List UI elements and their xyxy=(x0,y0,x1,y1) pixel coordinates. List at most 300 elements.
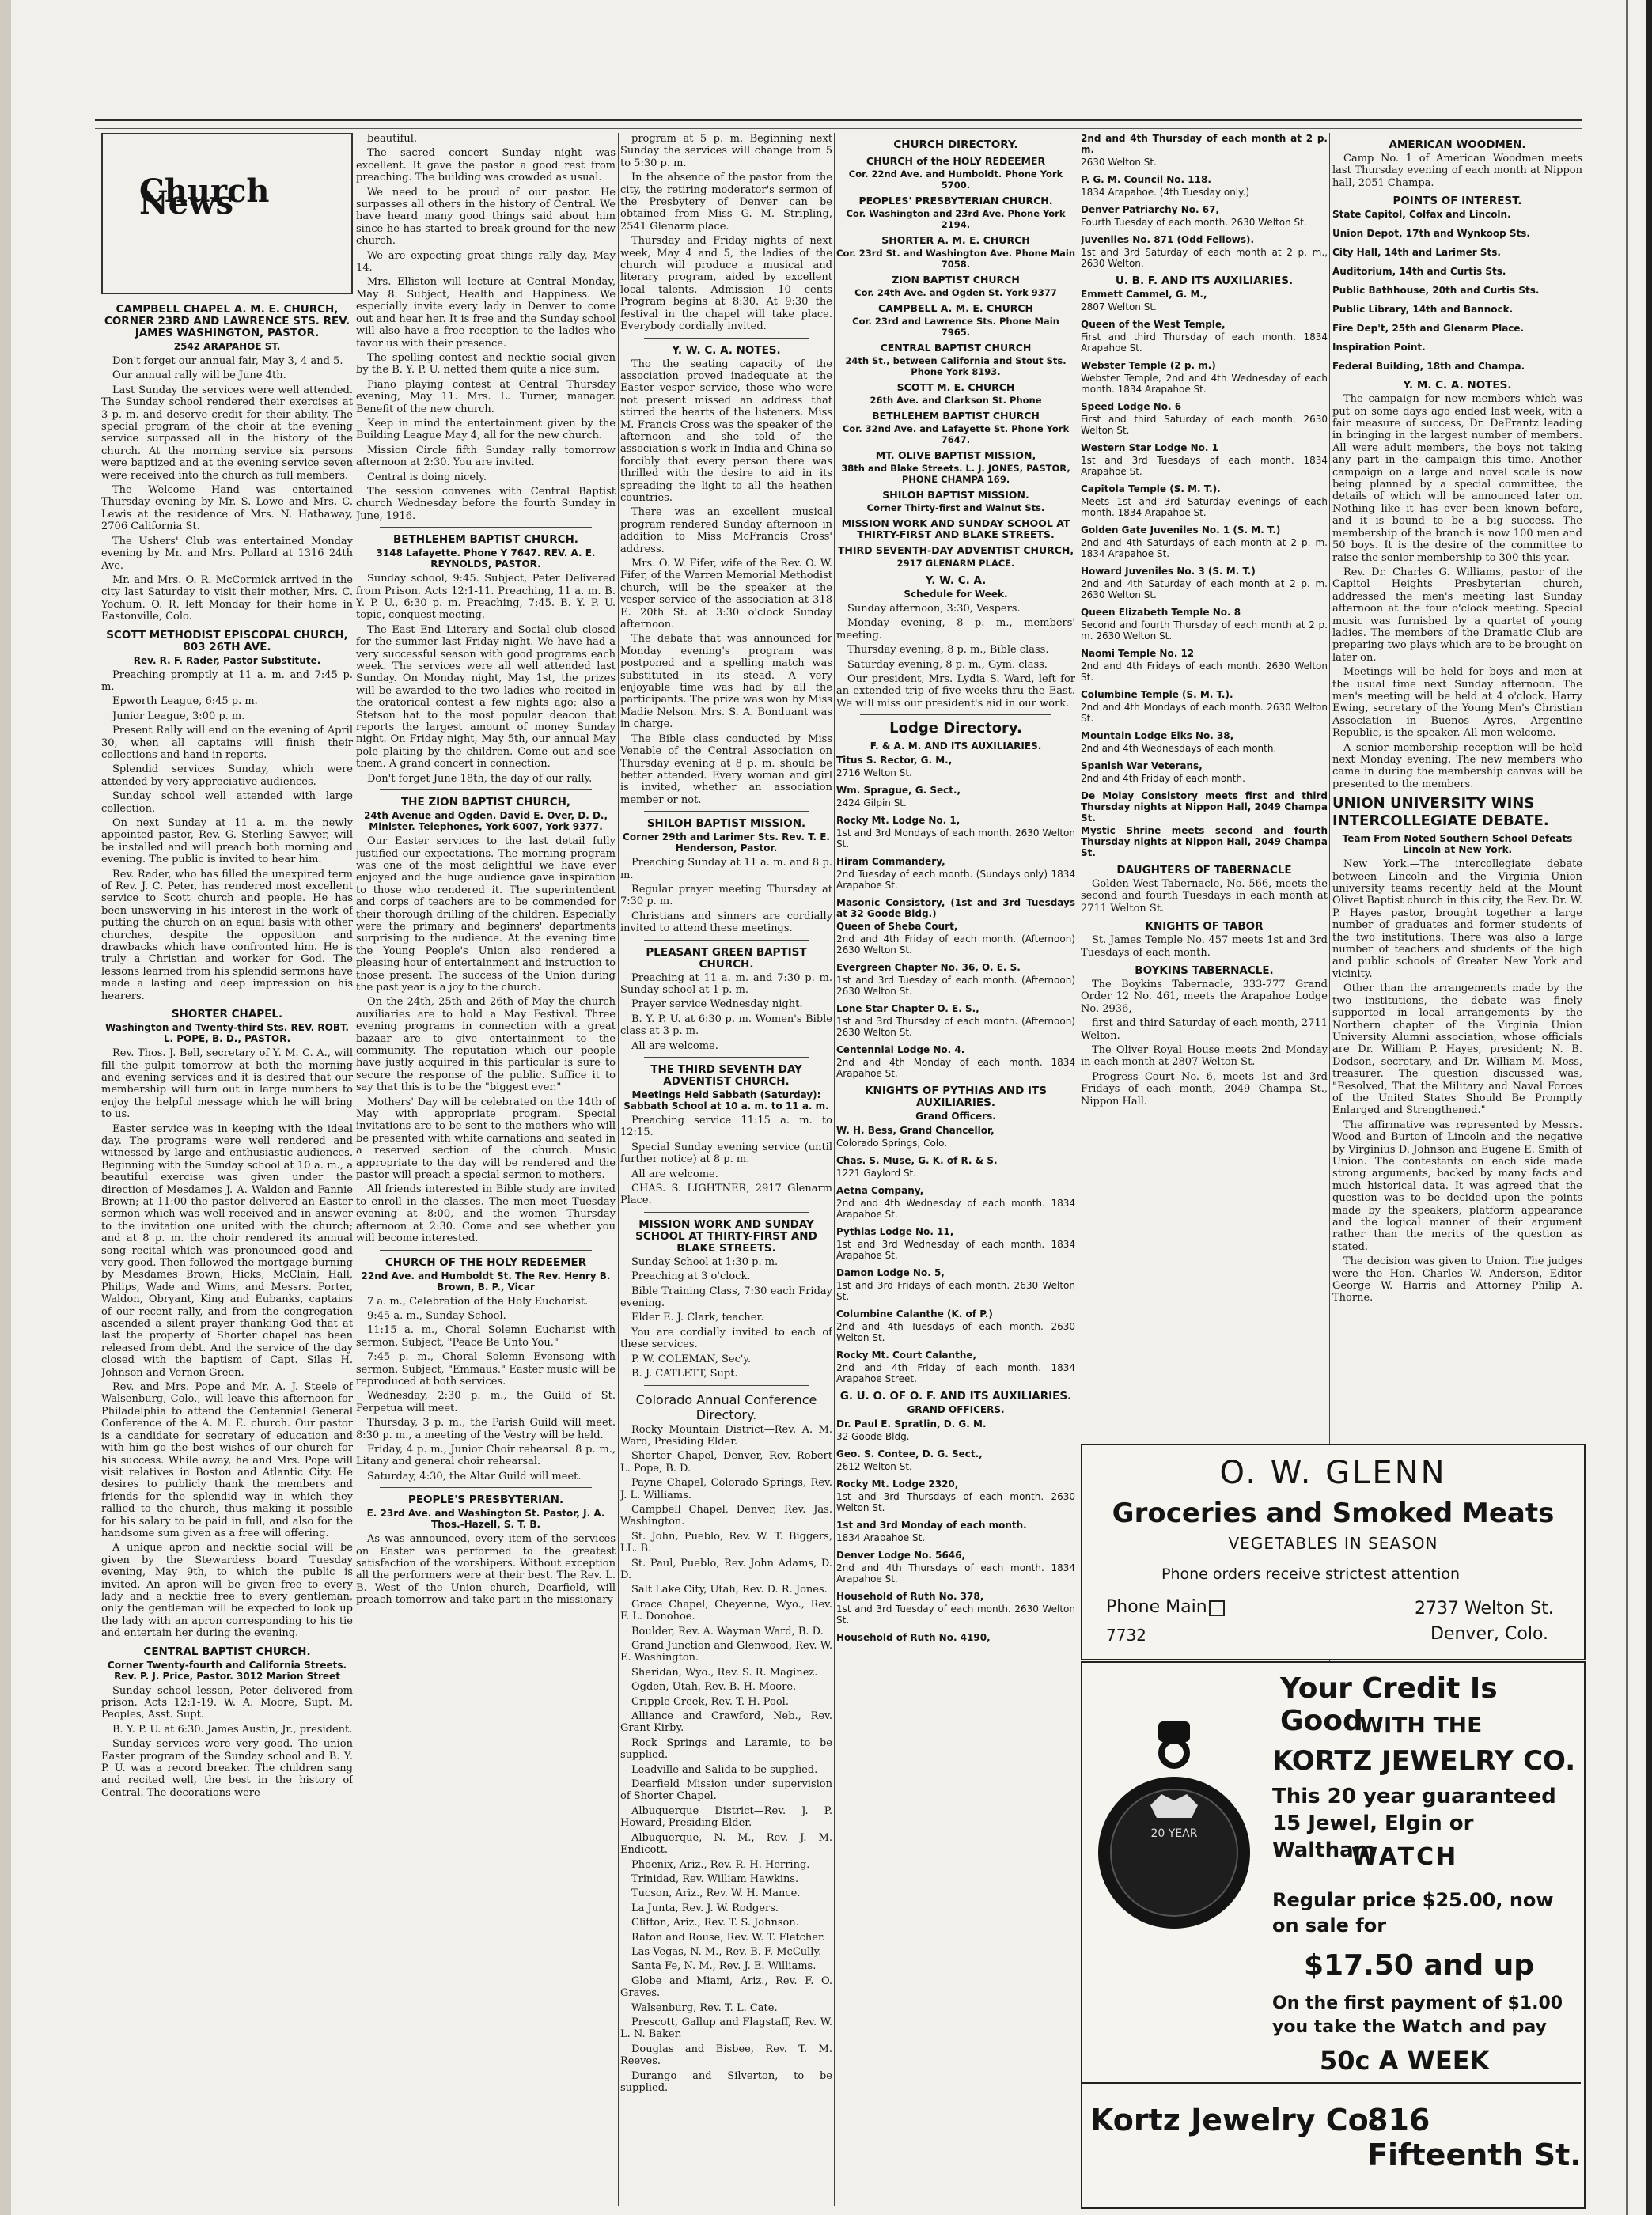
text-paragraph: Grace Chapel, Cheyenne, Wyo., Rev. F. L. Donohoe. xyxy=(620,1598,832,1623)
separator xyxy=(644,1212,809,1213)
text-paragraph: B. J. CATLETT, Supt. xyxy=(631,1368,738,1380)
directory-entry-name: Queen of the West Temple, xyxy=(1081,319,1226,330)
directory-entry-detail: Cor. 32nd Ave. and Lafayette St. Phone York 7647. xyxy=(842,423,1070,445)
directory-entry-detail: 2nd and 4th Wednesdays of each month. xyxy=(1081,743,1277,754)
column-6 xyxy=(1332,133,1582,1438)
directory-entry-name: CHURCH of the HOLY REDEEMER xyxy=(866,155,1046,167)
ad-phone-number: 7732 xyxy=(1106,1626,1146,1645)
text-paragraph: P. W. COLEMAN, Sec'y. xyxy=(631,1353,752,1365)
article-body xyxy=(620,1115,832,1207)
ad-city: Denver, Colo. xyxy=(1430,1624,1549,1644)
lodge-directory-title: Lodge Directory. xyxy=(889,720,1022,737)
directory-entry-detail: Second and fourth Thursday of each month at 2 p. m. 2630 Welton St. xyxy=(1081,619,1328,642)
text-paragraph: Piano playing contest at Central Thursday evening, May 11. Mrs. L. Turner, manager. Benefit of the new church. xyxy=(356,378,616,415)
text-paragraph: B. Y. P. U. at 6:30 p. m. Women's Bible class at 3 p. m. xyxy=(620,1013,832,1038)
page-title: Church News xyxy=(139,172,270,222)
directory-entry-name: P. G. M. Council No. 118. xyxy=(1081,174,1211,185)
directory-entry-name: Denver Patriarchy No. 67, xyxy=(1081,204,1219,215)
kt-body: St. James Temple No. 457 meets 1st and 3rd Tuesdays of each month. xyxy=(1081,934,1328,959)
text-paragraph: Bible Training Class, 7:30 each Friday evening. xyxy=(620,1285,832,1310)
article-heading: PEOPLE'S PRESBYTERIAN. xyxy=(407,1494,564,1507)
directory-entry-name: Columbine Temple (S. M. T.). xyxy=(1081,689,1233,700)
text-paragraph: New York.—The intercollegiate debate between Lincoln and the Virginia Union university teams recently held at the Mount Olivet Baptist church in this city, the Rev. Dr. W. P. Hayes pastor, brought together a large number of graduates and former students of the two institutions. There was also a large number of teachers and students of the high and public schools of Greater New York and vicinity. xyxy=(1332,858,1582,980)
lodge-list xyxy=(836,755,1075,1079)
text-paragraph: State Capitol, Colfax and Lincoln. xyxy=(1332,209,1511,221)
article-heading: CHURCH OF THE HOLY REDEEMER xyxy=(385,1255,587,1269)
article-heading: Colorado Annual Conference Directory. xyxy=(635,1391,817,1422)
lodge-subheading: F. & A. M. AND ITS AUXILIARIES. xyxy=(870,740,1042,752)
text-paragraph: Rev. Dr. Charles G. Williams, pastor of the Capitol Heights Presbyterian church, addressed the men's meeting last Sunday afternoon at the four o'clock meeting. Special music was furnished by a quartet of young ladies. The members of the Dramatic Club are preparing two plays which are to be brought on later on. xyxy=(1332,566,1582,664)
text-paragraph: Fire Dep't, 25th and Glenarm Place. xyxy=(1332,323,1525,335)
directory-entry-detail: 2nd and 4th Wednesday of each month. 1834 Arapahoe St. xyxy=(836,1198,1075,1221)
directory-entry-name: MT. OLIVE BAPTIST MISSION, xyxy=(875,449,1036,461)
article-body xyxy=(620,972,832,1052)
article-body xyxy=(620,358,832,807)
text-paragraph: Saturday, 4:30, the Altar Guild will meet. xyxy=(367,1470,582,1482)
text-paragraph: Thursday evening, 8 p. m., Bible class. xyxy=(847,644,1049,657)
ymca-heading: Y. M. C. A. NOTES. xyxy=(1403,379,1512,392)
text-paragraph: Santa Fe, N. M., Rev. J. E. Williams. xyxy=(631,1960,817,1973)
text-paragraph: The Bible class conducted by Miss Venable of the Central Association on Thursday evening at 8 p. m. should be better attended. Every woman and girl is invited, whether an association member or not. xyxy=(620,733,832,806)
text-paragraph: program at 5 p. m. Beginning next Sunday the services will change from 5 to 5:30 p. m. xyxy=(620,133,832,169)
directory-entry-detail: First and third Thursday of each month. 1834 Arapahoe St. xyxy=(1081,331,1328,354)
ad-line: WATCH xyxy=(1351,1843,1459,1871)
article-body xyxy=(620,1256,832,1380)
text-paragraph: Central is doing nicely. xyxy=(367,471,487,483)
text-paragraph: Leadville and Salida to be supplied. xyxy=(631,1763,818,1776)
article-subheading: 22nd Ave. and Humboldt St. The Rev. Henry B. Brown, B. P., Vicar xyxy=(361,1270,611,1293)
text-paragraph: Sunday School at 1:30 p. m. xyxy=(631,1255,779,1268)
text-paragraph: Albuquerque, N. M., Rev. J. M. Endicott. xyxy=(620,1831,832,1857)
directory-entry-detail: 2917 GLENARM PLACE. xyxy=(896,558,1015,569)
text-paragraph: You are cordially invited to each of these services. xyxy=(620,1326,832,1351)
text-paragraph: A senior membership reception will be held next Monday evening. The new members who came in during the membership canvas will be presented to the members. xyxy=(1332,741,1582,790)
directory-entry-name: Centennial Lodge No. 4. xyxy=(836,1044,965,1056)
text-paragraph: Douglas and Bisbee, Rev. T. M. Reeves. xyxy=(620,2043,832,2068)
directory-entry-detail: 1st and 3rd Tuesdays of each month. 1834 Arapahoe St. xyxy=(1081,455,1328,477)
ad-divider xyxy=(1082,2082,1581,2084)
directory-title: CHURCH DIRECTORY. xyxy=(893,138,1018,151)
ad-company: Kortz Jewelry Co. xyxy=(1090,2103,1381,2137)
dt-body: Golden West Tabernacle, No. 566, meets the second and fourth Tuesdays in each month at 2711 Welton St. xyxy=(1081,878,1328,914)
separator xyxy=(860,714,1051,715)
text-paragraph: The decision was given to Union. The judges were the Hon. Charles W. Anderson, Editor George W. Harris and Attorney Philip A. Thorne. xyxy=(1332,1255,1582,1304)
text-paragraph: In the absence of the pastor from the city, the retiring moderator's sermon of the Presbytery of Denver can be obtained from Miss G. M. Stripling, 2541 Glenarm place. xyxy=(620,172,832,233)
article-body xyxy=(620,857,832,934)
text-paragraph: Cripple Creek, Rev. T. H. Pool. xyxy=(631,1695,789,1708)
directory-entry-name: Capitola Temple (S. M. T.). xyxy=(1081,483,1221,494)
directory-entry-name: Emmett Cammel, G. M., xyxy=(1081,289,1207,300)
text-paragraph: Preaching at 3 o'clock. xyxy=(631,1270,751,1283)
separator xyxy=(380,789,592,790)
directory-entry-detail: 2630 Welton St. xyxy=(1081,157,1157,168)
text-paragraph: 7:45 p. m., Choral Solemn Evensong with sermon. Subject, "Emmaus." Easter music will be reproduced at both services. xyxy=(356,1351,616,1388)
article-heading: CAMPBELL CHAPEL A. M. E. CHURCH, CORNER 23RD AND LAWRENCE STS. REV. JAMES WASHINGTON, PASTOR. xyxy=(104,303,350,339)
directory-entry-name: Mystic Shrine meets second and fourth Thursday nights at Nippon Hall, 2049 Champa St. xyxy=(1081,825,1328,858)
text-paragraph: Sunday services were very good. The union Easter program of the Sunday school and B. Y. P. U. was a record breaker. The children sang and recited well, the best in the history of Central. The decorations were xyxy=(101,1738,353,1799)
directory-entry-name: Speed Lodge No. 6 xyxy=(1081,401,1182,412)
text-paragraph: All are welcome. xyxy=(631,1039,718,1052)
text-paragraph: Preaching Sunday at 11 a. m. and 8 p. m. xyxy=(620,857,832,881)
directory-entry-detail: 2nd Tuesday of each month. (Sundays only) 1834 Arapahoe St. xyxy=(836,869,1075,892)
text-paragraph: Globe and Miami, Ariz., Rev. F. O. Graves. xyxy=(620,1975,832,2000)
directory-entry-name: CENTRAL BAPTIST CHURCH xyxy=(880,342,1032,354)
column-5 xyxy=(1081,133,1328,1438)
text-paragraph: St. Paul, Pueblo, Rev. John Adams, D. D. xyxy=(620,1557,832,1581)
directory-entry-name: Rocky Mt. Lodge 2320, xyxy=(836,1479,959,1490)
text-paragraph: Federal Building, 18th and Champa. xyxy=(1332,361,1525,373)
text-paragraph: We need to be proud of our pastor. He surpasses all others in the history of Central. We have heard many good things said about him since he has started to break ground for the new church. xyxy=(356,186,616,248)
directory-entry-detail: Cor. 24th Ave. and Ogden St. York 9377 xyxy=(854,287,1057,298)
directory-entry-detail: 24th St., between California and Stout Sts. Phone York 8193. xyxy=(845,355,1067,377)
text-paragraph: The Oliver Royal House meets 2nd Monday in each month at 2807 Welton St. xyxy=(1081,1044,1328,1069)
text-paragraph: Payne Chapel, Colorado Springs, Rev. J. L. Williams. xyxy=(620,1477,832,1501)
directory-entry-name: Lone Star Chapter O. E. S., xyxy=(836,1003,979,1015)
text-paragraph: 9:45 a. m., Sunday School. xyxy=(367,1309,506,1322)
directory-entry-detail: 2nd and 4th Fridays of each month. 2630 Welton St. xyxy=(1081,661,1328,683)
article-heading: SCOTT METHODIST EPISCOPAL CHURCH, 803 26TH AVE. xyxy=(106,628,348,653)
directory-entry-name: Howard Juveniles No. 3 (S. M. T.) xyxy=(1081,566,1256,577)
ubf-heading: U. B. F. AND ITS AUXILIARIES. xyxy=(1115,275,1294,287)
text-paragraph: All friends interested in Bible study are invited to enroll in the classes. The men meet Tuesday evening at 8:00, and the women Thursday afternoon at 2:30. Come and see whether you will become interested. xyxy=(356,1183,616,1245)
directory-entry-name: Denver Lodge No. 5646, xyxy=(836,1550,966,1562)
article-body xyxy=(356,1296,616,1483)
directory-entry-detail: 2nd and 4th Thursdays of each month. 1834 Arapahoe St. xyxy=(836,1562,1075,1585)
text-paragraph: Meetings will be held for boys and men at the usual time next Sunday afternoon. The men's meeting will be held at 4 o'clock. Harry Ewing, secretary of the Young Men's Christian Association in Buenos Ayres, Argentine Republic, is the speaker. All men welcome. xyxy=(1332,666,1582,740)
article-body xyxy=(101,1047,353,1640)
pocket-watch-icon xyxy=(1095,1718,1253,1956)
directory-entry-detail: 1st and 3rd Fridays of each month. 2630 Welton St. xyxy=(836,1280,1075,1303)
uu-subheading: Team From Noted Southern School Defeats Lincoln at New York. xyxy=(1342,833,1573,856)
ad-line: Your Credit Is Good xyxy=(1280,1672,1498,1737)
directory-entry-name: Rocky Mt. Court Calanthe, xyxy=(836,1350,977,1361)
directory-entry-detail: 1st and 3rd Thursdays of each month. 2630 Welton St. xyxy=(836,1491,1075,1514)
directory-entry-name: Webster Temple (2 p. m.) xyxy=(1081,360,1216,371)
directory-entry-detail: 2nd and 4th Saturdays of each month at 2 p. m. 1834 Arapahoe St. xyxy=(1081,537,1328,559)
guo-list xyxy=(836,1418,1075,1643)
text-paragraph: Our annual rally will be June 4th. xyxy=(112,369,286,382)
text-paragraph: first and third Saturday of each month, 2711 Welton. xyxy=(1081,1017,1328,1042)
directory-entry-detail: Corner Thirty-first and Walnut Sts. xyxy=(866,502,1045,513)
directory-entry-name: SHORTER A. M. E. CHURCH xyxy=(881,234,1030,246)
ad-line: On the first payment of $1.00 you take the Watch and pay xyxy=(1272,1994,1563,2037)
article-body xyxy=(356,573,616,785)
directory-entry-detail: First and third Saturday of each month. 2630 Welton St. xyxy=(1081,414,1328,436)
directory-entry-name: SHILOH BAPTIST MISSION. xyxy=(882,489,1029,501)
page-right-rule xyxy=(1626,0,1628,2215)
directory-entry-detail: 1st and 3rd Thursday of each month. (Afternoon) 2630 Welton St. xyxy=(836,1016,1075,1039)
text-paragraph: Alliance and Crawford, Neb., Rev. Grant Kirby. xyxy=(620,1710,832,1735)
article-body xyxy=(101,1685,353,1800)
guo-subheading: GRAND OFFICERS. xyxy=(907,1404,1005,1416)
guo-heading: G. U. O. OF O. F. AND ITS AUXILIARIES. xyxy=(839,1390,1072,1403)
text-paragraph: Christians and sinners are cordially invited to attend these meetings. xyxy=(620,910,832,935)
text-paragraph: The Boykins Tabernacle, 333-777 Grand Order 12 No. 461, meets the Arapahoe Lodge No. 2936, xyxy=(1081,979,1328,1015)
poi-heading: POINTS OF INTEREST. xyxy=(1392,195,1522,208)
directory-entry-detail: Cor. 22nd Ave. and Humboldt. Phone York 5700. xyxy=(848,168,1063,191)
text-paragraph: Rocky Mountain District—Rev. A. M. Ward, Presiding Elder. xyxy=(620,1423,832,1448)
directory-entry-name: Chas. S. Muse, G. K. of R. & S. xyxy=(836,1155,998,1167)
text-paragraph: Rev. and Mrs. Pope and Mr. A. J. Steele of Walsenburg, Colo., will leave this afternoon for Philadelphia to attend the Centennial General Conference of the A. M. E. church. Our pastor is a candidate for secretary of education and with him go the best wishes of our church for his success. While away, he and Mrs. Pope will visit relatives in Boston and Atlantic City. He desires to publicly thank the members and friends for the splendid way in which they rallied to the church, thus making it possible for his salary to be paid in full, and also for the handsome sum given as a free will offering. xyxy=(101,1381,353,1539)
ywca-subheading: Schedule for Week. xyxy=(904,589,1008,600)
article-heading: Y. W. C. A. NOTES. xyxy=(672,343,781,357)
directory-entry-name: Household of Ruth No. 378, xyxy=(836,1591,984,1603)
text-paragraph: Easter service was in keeping with the ideal day. The programs were well rendered and witnessed by large and enthusiastic audiences. Beginning with the Sunday school at 10 a. m., a beautiful exercise was given under the direction of Mesdames J. A. Waldon and Fannie Brown; at 11:00 the pastor delivered an Easter sermon which was well received and in answer to the invitation one united with the church; and at 8 p. m. the choir rendered its annual song recital which was pronounced good and very good. Then followed the mortgage burning by Mesdames Brown, Hicks, McClain, Hall, Philips, Wade and Wims, and Messrs. Porter, Waldon, Obryant, King and Eubanks, captains of our recent rally, and from the congregation ascended a silent prayer thanking God that at last the property of Shorter chapel has been released from debt. And the service of the day closed with the baptism of Capt. Silas H. Johnson and Vernon Green. xyxy=(101,1123,353,1379)
text-paragraph: On next Sunday at 11 a. m. the newly appointed pastor, Rev. G. Sterling Sawyer, will be installed and will preach both morning and evening. The public is invited to hear him. xyxy=(101,817,353,866)
article-body xyxy=(356,133,616,522)
column-divider xyxy=(618,133,619,2206)
text-paragraph: Salt Lake City, Utah, Rev. D. R. Jones. xyxy=(631,1584,828,1596)
text-paragraph: Special Sunday evening service (until further notice) at 8 p. m. xyxy=(620,1141,832,1166)
text-paragraph: Tucson, Ariz., Rev. W. H. Mance. xyxy=(631,1887,801,1900)
column-2 xyxy=(356,133,616,2206)
text-paragraph: Shorter Chapel, Denver, Rev. Robert L. Pope, B. D. xyxy=(620,1450,832,1475)
text-paragraph: Wednesday, 2:30 p. m., the Guild of St. Perpetua will meet. xyxy=(356,1390,616,1414)
top-rule xyxy=(95,119,1582,121)
directory-entry-name: Aetna Company, xyxy=(836,1185,924,1197)
directory-entry-name: W. H. Bess, Grand Chancellor, xyxy=(836,1125,995,1137)
ad-line: This 20 year guaranteed 15 Jewel, Elgin or Waltham xyxy=(1272,1785,1556,1862)
text-paragraph: The Welcome Hand was entertained Thursday evening by Mr. S. Lowe and Mrs. C. Lewis at the residence of Mrs. N. Hathaway, 2706 California St. xyxy=(101,484,353,533)
directory-entry-name: Columbine Calanthe (K. of P.) xyxy=(836,1308,993,1320)
directory-entry-detail: 2807 Welton St. xyxy=(1081,301,1157,312)
directory-entry-name: Titus S. Rector, G. M., xyxy=(836,755,953,767)
text-paragraph: All are welcome. xyxy=(631,1168,718,1180)
church-directory xyxy=(836,156,1075,569)
text-paragraph: Sunday afternoon, 3:30, Vespers. xyxy=(847,603,1021,615)
kt-heading: KNIGHTS OF TABOR xyxy=(1145,920,1264,933)
article-body xyxy=(356,1533,616,1606)
article-heading: CENTRAL BAPTIST CHURCH. xyxy=(143,1645,311,1658)
article-subheading: Meetings Held Sabbath (Saturday): Sabbath School at 10 a. m. to 11 a. m. xyxy=(623,1089,829,1111)
ywca-body xyxy=(836,603,1075,710)
article-subheading: Corner Twenty-fourth and California Streets. Rev. P. J. Price, Pastor. 3012 Marion Street xyxy=(107,1659,347,1682)
text-paragraph: Union Depot, 17th and Wynkoop Sts. xyxy=(1332,228,1530,240)
separator xyxy=(644,1057,809,1058)
directory-entry-name: 1st and 3rd Monday of each month. xyxy=(836,1520,1027,1532)
directory-entry-detail: 2nd and 4th Friday of each month. (Afternoon) 2630 Welton St. xyxy=(836,933,1075,956)
text-paragraph: Tho the seating capacity of the association proved inadequate at the Easter vesper service, those who were not present missed an address that stirred the hearts of the listeners. Miss M. Francis Cross was the speaker of the afternoon and she told of the association's work in India and China so forcibly that every person there was thrilled with the desire to aid in its spreading the light to all the heathen countries. xyxy=(620,358,832,504)
text-paragraph: The Ushers' Club was entertained Monday evening by Mr. and Mrs. Pollard at 1316 24th Ave. xyxy=(101,535,353,572)
text-paragraph: Preaching service 11:15 a. m. to 12:15. xyxy=(620,1115,832,1139)
glenn-grocery-ad xyxy=(1081,1444,1586,1660)
directory-entry-name: Pythias Lodge No. 11, xyxy=(836,1226,954,1238)
directory-entry-name: SCOTT M. E. CHURCH xyxy=(896,381,1015,393)
text-paragraph: On the 24th, 25th and 26th of May the church auxiliaries are to hold a May Festival. Three evening programs in connection with a great bazaar are to give entertainment to the community. The reputation which our people have justly acquired in this particular is sure to secure the response of the public. Suffice it to say that this is to be the "biggest ever." xyxy=(356,996,616,1094)
text-paragraph: Durango and Silverton, to be supplied. xyxy=(620,2069,832,2094)
text-paragraph: The spelling contest and necktie social given by the B. Y. P. U. netted them quite a nice sum. xyxy=(356,351,616,377)
directory-entry-name: Juveniles No. 871 (Odd Fellows). xyxy=(1081,234,1255,245)
text-paragraph: Sunday school well attended with large collection. xyxy=(101,790,353,815)
article-body xyxy=(620,1424,832,2095)
directory-entry-detail: 2nd and 4th Saturday of each month at 2 p. m. 2630 Welton St. xyxy=(1081,578,1328,600)
text-paragraph: Public Bathhouse, 20th and Curtis Sts. xyxy=(1332,285,1540,297)
article-heading: THE ZION BAPTIST CHURCH, xyxy=(400,796,571,809)
directory-entry-name: Naomi Temple No. 12 xyxy=(1081,648,1195,659)
directory-entry-name: Queen of Sheba Court, xyxy=(836,921,958,933)
ymca-body xyxy=(1332,393,1582,790)
ad-price: $17.50 and up xyxy=(1304,1949,1535,1982)
text-paragraph: beautiful. xyxy=(367,133,417,145)
text-paragraph: Monday evening, 8 p. m., members' meeting. xyxy=(836,617,1075,642)
article-heading: THE THIRD SEVENTH DAY ADVENTIST CHURCH. xyxy=(650,1063,802,1088)
directory-entry-detail: 2nd and 4th Mondays of each month. 2630 Welton St. xyxy=(1081,702,1328,724)
text-paragraph: Keep in mind the entertainment given by the Building League May 4, all for the new church. xyxy=(356,417,616,442)
text-paragraph: Thursday and Friday nights of next week, May 4 and 5, the ladies of the church will produce a musical and literary program, aided by excellent local talents. Admission 10 cents Program begins at 8:30. At 9:30 the festival in the chapel will take place. Everybody cordially invited. xyxy=(620,235,832,333)
directory-entry-name: Dr. Paul E. Spratlin, D. G. M. xyxy=(836,1418,987,1430)
separator xyxy=(644,338,809,339)
text-paragraph: The affirmative was represented by Messrs. Wood and Burton of Lincoln and the negative by Virginius D. Johnson and Eugene E. Smith of Union. The contestants on each side made strong arguments, backed by many facts and much historical data. It was agreed that the question was to be decided upon the points made by the speakers, platform appearance and the logical manner of their argument rather than the merits of the question as stated. xyxy=(1332,1119,1582,1253)
text-paragraph: Preaching promptly at 11 a. m. and 7:45 p. m. xyxy=(101,668,353,693)
directory-entry-detail: Cor. 23rd and Lawrence Sts. Phone Main 7965. xyxy=(852,316,1059,338)
text-paragraph: Rev. Thos. J. Bell, secretary of Y. M. C. A., will fill the pulpit tomorrow at both the morning and evening services and it is desired that our membership will turn out in large numbers to enjoy the helpful message which he will bring to us. xyxy=(101,1047,353,1121)
ad-line: Regular price $25.00, now on sale for xyxy=(1272,1889,1554,1937)
text-paragraph: Mission Circle fifth Sunday rally tomorrow afternoon at 2:30. You are invited. xyxy=(356,444,616,469)
directory-entry-detail: 1st and 3rd Mondays of each month. 2630 Welton St. xyxy=(836,827,1075,850)
text-paragraph: St. John, Pueblo, Rev. W. T. Biggers, LL. B. xyxy=(620,1530,832,1555)
text-paragraph: Our Easter services to the last detail fully justified our expectations. The morning program was one of the most delightful we have ever enjoyed and the huge audience gave inspiration to those who rendered it. The superintendent and corps of teachers are to be commended for their thorough drilling of the children. Especially were the primary and beginners' departments surprising to the audience. At the evening time the Young People's Union also rendered a pleasing hour of entertainment and instruction to those present. The success of the Union during the past year is a joy to the church. xyxy=(356,835,616,994)
text-paragraph: Mr. and Mrs. O. R. McCormick arrived in the city last Saturday to visit their mother, Mrs. C. Yochum. O. R. left Monday for their home in Eastonville, Colo. xyxy=(101,574,353,623)
kp-heading: KNIGHTS OF PYTHIAS AND ITS AUXILIARIES. xyxy=(865,1085,1047,1110)
text-paragraph: Splendid services Sunday, which were attended by very appreciative audiences. xyxy=(101,763,353,788)
ad-address: 2737 Welton St. xyxy=(1415,1599,1554,1619)
directory-entry-detail: 26th Ave. and Clarkson St. Phone xyxy=(870,395,1042,406)
text-paragraph: Elder E. J. Clark, teacher. xyxy=(631,1312,764,1324)
directory-entry-name: Masonic Consistory, (1st and 3rd Tuesdays at 32 Goode Bldg.) xyxy=(836,897,1075,920)
text-paragraph: Saturday evening, 8 p. m., Gym. class. xyxy=(847,658,1048,671)
text-paragraph: Prescott, Gallup and Flagstaff, Rev. W. L. N. Baker. xyxy=(620,2016,832,2041)
directory-entry-name: Household of Ruth No. 4190, xyxy=(836,1632,991,1644)
separator xyxy=(644,1385,809,1386)
article-body xyxy=(356,835,616,1244)
text-paragraph: The session convenes with Central Baptist church Wednesday before the fourth Sunday in June, 1916. xyxy=(356,485,616,522)
directory-entry-name: MISSION WORK AND SUNDAY SCHOOL AT THIRTY-FIRST AND BLAKE STREETS. xyxy=(841,517,1070,540)
text-paragraph: Regular prayer meeting Thursday at 7:30 p. m. xyxy=(620,883,832,908)
directory-entry-name: Damon Lodge No. 5, xyxy=(836,1267,945,1279)
text-paragraph: Raton and Rouse, Rev. W. T. Fletcher. xyxy=(631,1931,825,1944)
text-paragraph: Grand Junction and Glenwood, Rev. W. E. Washington. xyxy=(620,1640,832,1664)
article-subheading: 2542 ARAPAHOE ST. xyxy=(173,341,281,352)
directory-entry-detail: 2nd and 4th Friday of each month. 1834 Arapahoe Street. xyxy=(836,1362,1075,1385)
text-paragraph: Walsenburg, Rev. T. L. Cate. xyxy=(631,2001,778,2014)
directory-entry-detail: 1834 Arapahoe. (4th Tuesday only.) xyxy=(1081,187,1250,198)
article-heading: MISSION WORK AND SUNDAY SCHOOL AT THIRTY-FIRST AND BLAKE STREETS. xyxy=(635,1217,817,1255)
text-paragraph: A unique apron and necktie social will be given by the Stewardess board Tuesday evening, May 9th, to which the public is invited. An apron will be given free to every lady and a necktie free to every gentleman, only the gentleman will be expected to look up the lady with an apron corresponding to his tie and entertain her during the evening. xyxy=(101,1542,353,1640)
uu-body xyxy=(1332,858,1582,1304)
separator xyxy=(380,1250,592,1251)
aw-heading: AMERICAN WOODMEN. xyxy=(1389,138,1526,151)
text-paragraph: The East End Literary and Social club closed for the summer last Friday night. We have had a very successful season with good programs each week. The services were all well attended last Sunday. On Monday night, May 1st, the prizes will be awarded to the two ladies who recited in the oratorical contest a few nights ago; also a Stetson hat to the most popular deacon that reports the largest amount of money Sunday night. On Friday night, May 5th, our annual May pole plaiting by the children. Come out and see them. A grand concert in connection. xyxy=(356,623,616,771)
directory-entry-name: Western Star Lodge No. 1 xyxy=(1081,442,1218,453)
directory-entry-name: CAMPBELL A. M. E. CHURCH xyxy=(877,302,1034,314)
text-paragraph: Don't forget our annual fair, May 3, 4 and 5. xyxy=(112,355,343,367)
text-paragraph: Dearfield Mission under supervision of Shorter Chapel. xyxy=(620,1778,832,1803)
directory-entry-detail: Cor. 23rd St. and Washington Ave. Phone Main 7058. xyxy=(836,248,1075,270)
article-subheading: Washington and Twenty-third Sts. REV. ROBT. L. POPE, B. D., PASTOR. xyxy=(105,1022,349,1045)
directory-entry-detail: 32 Goode Bldg. xyxy=(836,1431,910,1443)
directory-entry-name: Rocky Mt. Lodge No. 1, xyxy=(836,815,961,827)
bt-heading: BOYKINS TABERNACLE. xyxy=(1135,964,1274,978)
article-subheading: Rev. R. F. Rader, Pastor Substitute. xyxy=(133,654,321,666)
ad-phone-label: Phone Main xyxy=(1106,1597,1207,1617)
column-3 xyxy=(620,133,832,2206)
ad-street: 816 Fifteenth St. xyxy=(1367,2103,1582,2172)
text-paragraph: Mrs. O. W. Fifer, wife of the Rev. O. W. Fifer, of the Warren Memorial Methodist church, will be the speaker at the vesper service of the association at 318 E. 20th St. at 3:30 o'clock Sunday afternoon. xyxy=(620,558,832,631)
ubf-list xyxy=(1081,289,1328,858)
directory-entry-detail: 1st and 3rd Saturday of each month at 2 p. m., 2630 Welton. xyxy=(1081,247,1328,269)
directory-entry-detail: 2424 Gilpin St. xyxy=(836,797,907,809)
text-paragraph: The sacred concert Sunday night was excellent. It gave the pastor a good rest from preaching. The building was crowded as usual. xyxy=(356,147,616,184)
directory-entry-name: Geo. S. Contee, D. G. Sect., xyxy=(836,1448,983,1460)
column-4 xyxy=(836,133,1075,2206)
directory-entry-name: Evergreen Chapter No. 36, O. E. S. xyxy=(836,962,1021,974)
text-paragraph: Mothers' Day will be celebrated on the 14th of May with appropriate program. Special invitations are to be sent to the mothers who will be presented with white carnations and seated in a reserved section of the church. Music appropriate to the day will be rendered and the pastor will preach a special sermon to mothers. xyxy=(356,1096,616,1182)
text-paragraph: Phoenix, Ariz., Rev. R. H. Herring. xyxy=(631,1858,810,1871)
kortz-jewelry-ad xyxy=(1081,1661,1586,2209)
text-paragraph: Mrs. Elliston will lecture at Central Monday, May 8. Subject, Health and Happiness. We especially invite every lady in Denver to come out and hear her. It is free and the Sunday school will also have a free reception to the ladies who favor us with their presence. xyxy=(356,276,616,350)
text-paragraph: Present Rally will end on the evening of April 30, when all captains will finish their collections and hand in reports. xyxy=(101,725,353,761)
directory-entry-detail: Webster Temple, 2nd and 4th Wednesday of each month. 1834 Arapahoe St. xyxy=(1081,373,1328,395)
dt-heading: DAUGHTERS OF TABERNACLE xyxy=(1116,864,1292,877)
top-rule-thin xyxy=(95,128,1582,129)
text-paragraph: City Hall, 14th and Larimer Sts. xyxy=(1332,247,1501,259)
article-heading: BETHLEHEM BAPTIST CHURCH. xyxy=(393,533,578,547)
text-paragraph: Last Sunday the services were well attended. The Sunday school rendered their exercises at 3 p. m. and deserve credit for their ability. The special program of the choir at the evening service surpassed all in the history of the church. At the morning service six persons were baptized and at the evening service seven were received into the church as full members. xyxy=(101,384,353,482)
text-paragraph: Thursday, 3 p. m., the Parish Guild will meet. 8:30 p. m., a meeting of the Vestry will be held. xyxy=(356,1417,616,1441)
separator xyxy=(380,1487,592,1488)
bt-body xyxy=(1081,979,1328,1108)
text-paragraph: CHAS. S. LIGHTNER, 2917 Glenarm Place. xyxy=(620,1183,832,1207)
text-paragraph: Junior League, 3:00 p. m. xyxy=(112,710,245,722)
directory-entry-name: De Molay Consistory meets first and third Thursday nights at Nippon Hall, 2049 Champa St. xyxy=(1081,790,1328,824)
kp-list xyxy=(836,1125,1075,1384)
text-paragraph: Other than the arrangements made by the two institutions, the debate was finely supported in local arrangements by the Northern chapter of the Virginia Union University Alumni association, whose officials are Dr. William P. Hayes, president; N. B. Dodson, secretary, and Dr. William M. Moss, treasurer. The question discussed was, "Resolved, That the Military and Naval Forces of the United States Should Be Promptly Enlarged and Strengthened." xyxy=(1332,983,1582,1117)
ad-line: KORTZ JEWELRY CO. xyxy=(1272,1745,1576,1777)
ad-line: VEGETABLES IN SEASON xyxy=(1228,1534,1438,1553)
text-paragraph: Rev. Rader, who has filled the unexpired term of Rev. J. C. Peter, has rendered most excellent service to Scott church and people. He has been unswerving in his interest in the work of putting the church on an equal basis with other churches, despite the opposition and drawbacks which have confronted him. He is truly a Christian and worker for God. The lessons learned from his splendid sermons have made a lasting and deep impression on his hearers. xyxy=(101,868,353,1002)
directory-entry-detail: Fourth Tuesday of each month. 2630 Welton St. xyxy=(1081,217,1307,228)
column-1 xyxy=(101,133,353,2206)
directory-entry-name: Spanish War Veterans, xyxy=(1081,760,1203,771)
text-paragraph: As was announced, every item of the services on Easter was performed to the greatest satisfaction of the worshipers. Without exception all the performers were at their best. The Rev. L. B. West of the Union church, Dearfield, will preach tomorrow and take part in the missionary xyxy=(356,1533,616,1607)
text-paragraph: Auditorium, 14th and Curtis Sts. xyxy=(1332,266,1506,278)
directory-entry-detail: 2612 Welton St. xyxy=(836,1461,912,1473)
aw-body: Camp No. 1 of American Woodmen meets last Thursday evening of each month at Nippon hall, 2051 Champa. xyxy=(1332,153,1582,189)
page-left-edge xyxy=(0,0,11,2215)
directory-entry-detail: Meets 1st and 3rd Saturday evenings of each month. 1834 Arapahoe St. xyxy=(1081,496,1328,518)
text-paragraph: Our president, Mrs. Lydia S. Ward, left for an extended trip of five weeks thru the East. We will miss our president's aid in our work. xyxy=(836,673,1075,710)
ad-weekly: 50c A WEEK xyxy=(1320,2046,1490,2076)
directory-entry-detail: 1st and 3rd Wednesday of each month. 1834 Arapahoe St. xyxy=(836,1239,1075,1262)
directory-entry-name: Golden Gate Juveniles No. 1 (S. M. T.) xyxy=(1081,524,1281,536)
text-paragraph: B. Y. P. U. at 6:30. James Austin, Jr., president. xyxy=(112,1723,353,1736)
text-paragraph: Inspiration Point. xyxy=(1332,342,1426,354)
text-paragraph: 7 a. m., Celebration of the Holy Eucharist. xyxy=(367,1295,589,1308)
directory-entry-name: BETHLEHEM BAPTIST CHURCH xyxy=(872,410,1040,422)
article-heading: SHILOH BAPTIST MISSION. xyxy=(646,817,806,831)
text-paragraph: Albuquerque District—Rev. J. P. Howard, Presiding Elder. xyxy=(620,1804,832,1830)
text-paragraph: Las Vegas, N. M., Rev. B. F. McCully. xyxy=(631,1945,822,1958)
directory-entry-detail: Cor. Washington and 23rd Ave. Phone York 2194. xyxy=(846,208,1066,230)
text-paragraph: Preaching at 11 a. m. and 7:30 p. m. Sunday school at 1 p. m. xyxy=(620,971,832,996)
directory-entry-detail: 2nd and 4th Friday of each month. xyxy=(1081,773,1245,784)
text-paragraph: Boulder, Rev. A. Wayman Ward, B. D. xyxy=(631,1625,824,1638)
directory-entry-detail: 2716 Welton St. xyxy=(836,767,912,779)
separator xyxy=(380,527,592,528)
directory-entry-name: 2nd and 4th Thursday of each month at 2 p. m. xyxy=(1081,133,1328,155)
directory-entry-name: Wm. Sprague, G. Sect., xyxy=(836,785,961,797)
directory-entry-detail: 1834 Arapahoe St. xyxy=(836,1532,926,1544)
